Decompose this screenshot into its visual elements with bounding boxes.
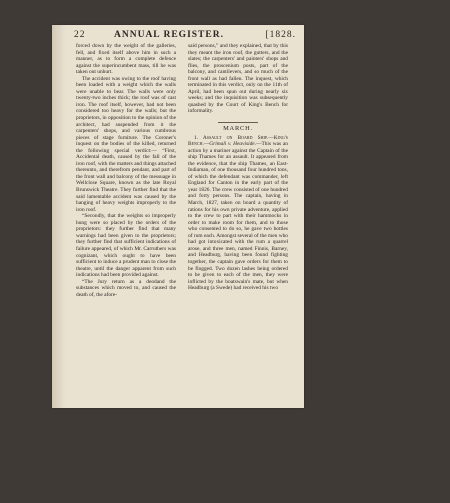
- right-column: [188, 43, 288, 292]
- section-heading: MARCH.: [223, 125, 253, 133]
- header-year: [1828.: [265, 30, 296, 40]
- section-divider: [218, 122, 258, 123]
- paragraph: forced down by the weight of the galleries, fell, and fixed itself above him in such a manner, as to form a complete defence against the superincumbent mass, till he was taken out unhurt.: [76, 43, 176, 76]
- article-body: —This was an action by a mariner against the Captain of the ship Thames for an assault. It appeared from the evidence, that the ship Thames, an East-Indiaman, of one thousand four hundred tons, of which the defendant was commander, left England for Canton in the early part of the year 1826. The crew consisted of one hundred and forty persons. The captain, having in March, 1827, taken on board a quantity of rations for his own private adventure, applied to the crew to part with their hammocks in order to make room for them, and to those who consented to do so, he gave two bottles of rum each. Amongst several of the men who had got intoxicated with the rum a quarrel arose, and three men, named Finnis, Barney, and Headburg, having been found fighting together, the captain gave orders for them to be flogged. Two dozen lashes being ordered to be given to each of the men, they were inflicted by the boatswain's mate, but when Headburg (a Swede) had received his two: [188, 141, 288, 292]
- article-label: 1. Assault on Board Ship.—King's Bench.—: [188, 134, 288, 148]
- page-number: 22: [74, 30, 86, 40]
- running-title: ANNUAL REGISTER.: [114, 30, 224, 40]
- case-name: Grimali v. Heaviside.: [209, 141, 257, 148]
- article-paragraph: [188, 135, 288, 292]
- paragraph: The accident was owing to the roof having been loaded with a weight which the walls were unable to bear. The walls were only twenty-two inches thick; the roof was of cast iron. The roof itself, however, had not been considered too heavy for the walls; but the proprietors, in opposition to the opinion of the architect, had suspended from it the carpenters' shops, and various cumbrous pieces of stage furniture. The Coroner's inquest on the bodies of the killed, returned the following special verdict:— “First, Accidental death, caused by the fall of the iron roof, with the matters and things attached thereunto, and therefrom pendant, and part of the front wall and balcony of the messuage in Wellclose Square, known as the late Royal Brunswick Theatre. They further find that the said lamentable accident was caused by the hanging of heavy weights improperly to the iron roof.: [76, 75, 176, 213]
- left-column: [76, 43, 176, 298]
- paragraph: said persons,” and they explained, that by this they meant the iron roof, the gutters, and the slates; the carpenters' and painters' shops and flies, the proscenium posts, part of the balcony, and cantilevers, and so much of the front wall as had fallen. The inquest, which terminated in this verdict, only on the 11th of April, had been spun out during nearly six weeks; and the inquisition was subsequently quashed by the Court of King's Bench for informality.: [188, 43, 288, 115]
- paragraph: “Secondly, that the weights so improperly hung were so placed by the orders of the proprietors: they further find that many warnings had been given to the proprietors; they further find that sufficient indications of failure appeared, of which Mr. Carruthers was cognizant, which ought to have been sufficient to induce a prudent man to close the theatre, until the danger apparent from such indications had been provided against.: [76, 213, 176, 279]
- page-header: [72, 30, 296, 42]
- book-page: [52, 25, 304, 408]
- paragraph: “The Jury return as a deodand the substances which moved to, and caused the death of, the afore-: [76, 278, 176, 298]
